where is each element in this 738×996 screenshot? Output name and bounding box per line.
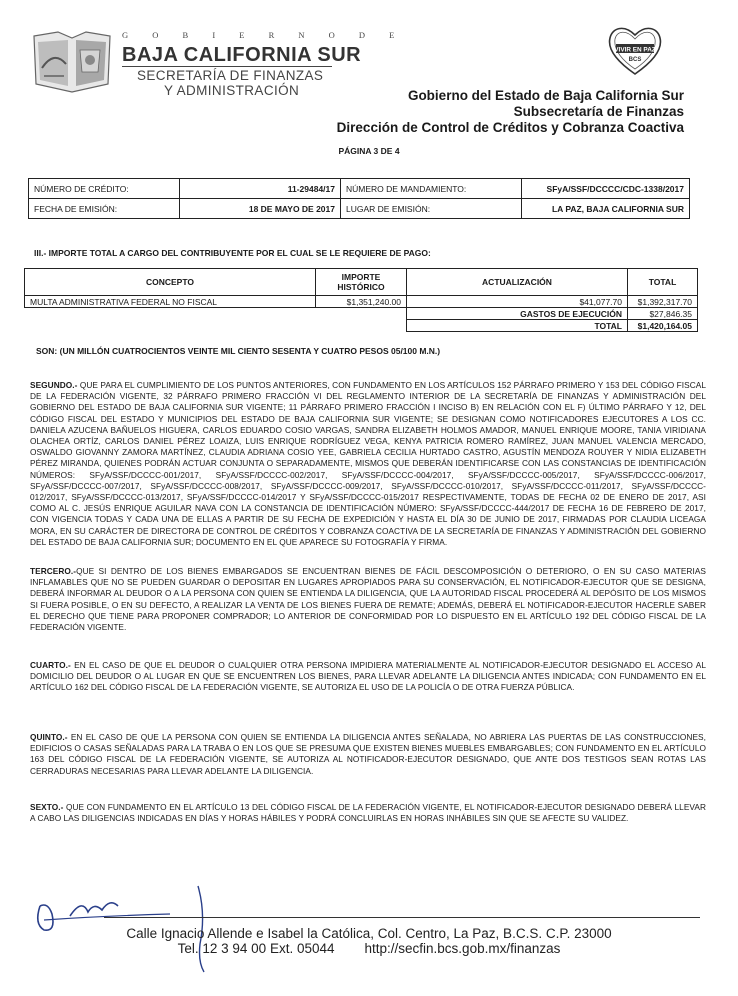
credit-number-value: 11-29484/17 xyxy=(180,179,341,199)
badge-bottom-text: BCS xyxy=(628,57,642,63)
secretaria-line-1: SECRETARÍA DE FINANZAS xyxy=(137,68,324,83)
col-header-actualizacion: ACTUALIZACIÓN xyxy=(407,269,628,296)
section-title: III.- IMPORTE TOTAL A CARGO DEL CONTRIBUYENTE POR EL CUAL SE LE REQUIERE DE PAGO: xyxy=(34,248,431,258)
paragraph-cuarto xyxy=(30,660,706,694)
paragraph-tercero xyxy=(30,566,706,633)
badge-top-text: VIVIR EN PAZ xyxy=(614,46,656,54)
segundo-label: SEGUNDO.- xyxy=(30,380,78,390)
issue-date-label: FECHA DE EMISIÓN: xyxy=(29,199,180,219)
tercero-text: QUE SI DENTRO DE LOS BIENES EMBARGADOS SE ENCUENTRAN BIENES DE FÁCIL DESCOMPOSICIÓN O DETERIORO, O EN SU CASO MATERIAS INFLAMABLES QUE NO SE PUEDEN GUARDAR O DEPOSITAR EN LUGARES APROPIADOS PARA SU CONSERVACIÓN, EL NOTIFICADOR-EJECUTOR QUE SE DESIGNA, DEBERÁ INFORMAR AL DEUDOR O A LA PERSONA CON QUIEN SE ENTIENDA LA DILIGENCIA, QUE LA AUTORIDAD FISCAL PROCEDERÁ AL DEPÓSITO DE LOS MISMOS SI FUERA POSIBLE, O EN SU DEFECTO, A REALIZAR LA VENTA DE LOS BIENES FUERA DE REMATE; ADEMÁS, DEBERÁ EL NOTIFICADOR-EJECUTOR HACERLE SABER EL DERECHO QUE TIENE PARA PROPONER COMPRADOR; LO ANTERIOR DE CONFORMIDAD POR LO DISPUESTO EN EL ARTÍCULO 192 DEL CÓDIGO FISCAL DE LA FEDERACIÓN VIGENTE. xyxy=(30,566,706,633)
col-header-total: TOTAL xyxy=(628,269,698,296)
sexto-label: SEXTO.- xyxy=(30,802,64,812)
mandate-number-value: SFyA/SSF/DCCCC/CDC-1338/2017 xyxy=(522,179,690,199)
amounts-table xyxy=(24,268,698,332)
issue-place-label: LUGAR DE EMISIÓN: xyxy=(341,199,522,219)
credit-number-label: NÚMERO DE CRÉDITO: xyxy=(29,179,180,199)
sexto-text: QUE CON FUNDAMENTO EN EL ARTÍCULO 13 DEL CÓDIGO FISCAL DE LA FEDERACIÓN VIGENTE, EL NOTIFICADOR-EJECUTOR DESIGNADO DEBERÁ LLEVAR A CABO LAS DILIGENCIAS INDICADAS EN DÍAS Y HORAS HÁBILES Y PODRÁ CONCLUIRLAS EN HORAS INHÁBILES SIN QUE SE AFECTE SU VALIDEZ. xyxy=(30,802,706,824)
paragraph-segundo xyxy=(30,380,706,548)
gobierno-de-label: G O B I E R N O D E xyxy=(122,30,406,40)
amount-in-words: SON: (UN MILLÓN CUATROCIENTOS VEINTE MIL CIENTO SESENTA Y CUATRO PESOS 05/100 M.N.) xyxy=(36,346,441,356)
paragraph-sexto xyxy=(30,802,706,824)
gov-line-2: Subsecretaría de Finanzas xyxy=(513,104,684,119)
header-divider xyxy=(122,66,332,67)
gov-line-3: Dirección de Control de Créditos y Cobranza Coactiva xyxy=(336,120,684,135)
quinto-label: QUINTO.- xyxy=(30,732,68,742)
credit-info-table xyxy=(28,178,690,219)
issue-place-value: LA PAZ, BAJA CALIFORNIA SUR xyxy=(522,199,690,219)
row-actualizacion: $41,077.70 xyxy=(407,296,628,308)
col-header-concepto: CONCEPTO xyxy=(25,269,316,296)
paragraph-quinto xyxy=(30,732,706,777)
footer-contact xyxy=(0,941,738,956)
page-indicator: PÁGINA 3 DE 4 xyxy=(338,146,400,156)
cuarto-label: CUARTO.- xyxy=(30,660,71,670)
total-value: $1,420,164.05 xyxy=(628,320,698,332)
state-name: BAJA CALIFORNIA SUR xyxy=(122,44,362,66)
footer-phone: Tel. 12 3 94 00 Ext. 05044 xyxy=(177,941,335,956)
state-coat-of-arms-logo xyxy=(28,28,116,94)
cuarto-text: EN EL CASO DE QUE EL DEUDOR O CUALQUIER OTRA PERSONA IMPIDIERA MATERIALMENTE AL NOTIFICADOR-EJECUTOR DESIGNADO EL ACCESO AL DOMICILIO DEL DEUDOR O AL LUGAR EN QUE SE ENCUENTREN LOS BIENES, PARA LLEVAR ADELANTE LA DILIGENCIA ANTES INDICADA; CON FUNDAMENTO EN EL ARTÍCULO 162 DEL CÓDIGO FISCAL DE LA FEDERACIÓN VIGENTE, SE AUTORIZA EL USO DE LA POLICÍA O DE OTRA FUERZA PÚBLICA. xyxy=(30,660,706,693)
gov-line-1: Gobierno del Estado de Baja California Sur xyxy=(407,88,684,103)
government-heading xyxy=(337,88,684,136)
tercero-label: TERCERO.- xyxy=(30,566,77,576)
vivir-en-paz-logo xyxy=(606,22,664,78)
col-header-importe: IMPORTE HISTÓRICO xyxy=(316,269,407,296)
secretaria-line-2: Y ADMINISTRACIÓN xyxy=(164,83,300,98)
row-importe: $1,351,240.00 xyxy=(316,296,407,308)
footer-address: Calle Ignacio Allende e Isabel la Católica, Col. Centro, La Paz, B.C.S. C.P. 23000 xyxy=(126,926,612,941)
row-concepto: MULTA ADMINISTRATIVA FEDERAL NO FISCAL xyxy=(25,296,316,308)
total-label: TOTAL xyxy=(407,320,628,332)
gastos-value: $27,846.35 xyxy=(628,308,698,320)
footer-website[interactable]: http://secfin.bcs.gob.mx/finanzas xyxy=(364,941,561,956)
segundo-text: QUE PARA EL CUMPLIMIENTO DE LOS PUNTOS ANTERIORES, CON FUNDAMENTO EN LOS ARTÍCULOS 152 PÁRRAFO PRIMERO Y 153 DEL CÓDIGO FISCAL DE LA FEDERACIÓN VIGENTE, 32 PÁRRAFO PRIMERO FRACCIÓN VI DEL REGLAMENTO INTERIOR DE LA SECRETARÍA DE FINANZAS Y ADMINISTRACIÓN DEL GOBIERNO DEL ESTADO DE BAJA CALIFORNIA SUR VIGENTE; 11 PÁRRAFO PRIMERO FRACCIÓN I INCISO B) EN RELACIÓN CON EL F) ÚLTIMO PÁRRAFO Y 12, DEL CÓDIGO FISCAL DEL ESTADO Y MUNICIPIOS DEL ESTADO DE BAJA CALIFORNIA SUR VIGENTE; SE DESIGNAN COMO NOTIFICADORES EJECUTORES A LOS CC. DANIELA AZUCENA BAÑUELOS HIGUERA, CARLOS EDUARDO COSIO VARGAS, SANDRA ELIZABETH HOLMOS AMADOR, MANUEL ENRIQUE MOORE, TANIA VIRIDIANA OLACHEA ORTÍZ, CARLOS DANIEL PÉREZ LOAIZA, LUIS ENRIQUE RODRÍGUEZ VEGA, KENYA PATRICIA ROMERO RAMÍREZ, JUAN MANUEL VALENCIA MERCADO, OSWALDO GIOVANNY ZAMORA MARTÍNEZ, CLAUDIA ADRIANA COSIO YEE, GABRIELA CECILIA HURTADO CASTRO, AGUSTÍN MENDOZA ROUYER Y NIDIA ELIZABETH PÉREZ MIRANDA, QUIENES PODRÁN ACTUAR CONJUNTA O SEPARADAMENTE, MISMOS QUE DEBERÁN IDENTIFICARSE CON LAS CONSTANCIAS DE IDENTIFICACIÓN NÚMEROS: SFyA/SSF/DCCCC-001/2017, SFyA/SSF/DCCCC-002/2017, SFyA/SSF/DCCCC-004/2017, SFyA/SSF/DCCCC-005/2017, SFyA/SSF/DCCCC-006/2017, SFyA/SSF/DCCCC-007/2017, SFyA/SSF/DCCCC-008/2017, SFyA/SSF/DCCCC-009/2017, SFyA/SSF/DCCCC-010/2017, SFyA/SSF/DCCCC-011/2017, SFyA/SSF/DCCCC-012/2017, SFyA/SSF/DCCCC-013/2017, SFyA/SSF/DCCCC-014/2017 Y SFyA/SSF/DCCCC-015/2017 RESPECTIVAMENTE, TODAS DE FECHA 02 DE ENERO DE 2017, ASI COMO AL C. JESÚS ENRIQUE AGUILAR NAVA CON LA CONSTANCIA DE IDENTIFICACIÓN NÚMERO: SFyA/SSF/DCCCC-444/2017 DE FECHA 16 DE FEBRERO DE 2017, CON VIGENCIA TODAS Y CADA UNA DE ELLAS A PARTIR DE SU FECHA DE EXPEDICIÓN Y HASTA EL DÍA 30 DE JUNIO DE 2017, FIRMADAS POR CLAUDIA LICEAGA MORA, EN SU CARÁCTER DE DIRECTORA DE CONTROL DE CRÉDITOS Y COBRANZA COACTIVA DE LA SECRETARÍA DE FINANZAS Y ADMINISTRACIÓN DEL GOBIERNO DEL ESTADO DE BAJA CALIFORNIA SUR; DOCUMENTO EN EL QUE APARECE SU FOTOGRAFÍA Y FIRMA. xyxy=(30,380,706,547)
quinto-text: EN EL CASO DE QUE LA PERSONA CON QUIEN SE ENTIENDA LA DILIGENCIA ANTES SEÑALADA, NO ABRIERA LAS PUERTAS DE LAS CONSTRUCCIONES, EDIFICIOS O CASAS SEÑALADAS PARA LA TRABA O EN LOS QUE SE PRESUMA QUE EXISTEN BIENES MUEBLES EMBARGABLES; CON FUNDAMENTO EN EL ARTÍCULO 163 DEL CÓDIGO FISCAL DE LA FEDERACIÓN VIGENTE, SE AUTORIZA AL NOTIFICADOR-EJECUTOR DESIGNADO, QUE ANTE DOS TESTIGOS SEAN ROTAS LAS CERRADURAS NECESARIAS PARA LLEVAR ADELANTE LA DILIGENCIA. xyxy=(30,732,706,776)
issue-date-value: 18 DE MAYO DE 2017 xyxy=(180,199,341,219)
row-total: $1,392,317.70 xyxy=(628,296,698,308)
footer-divider xyxy=(104,917,700,918)
mandate-number-label: NÚMERO DE MANDAMIENTO: xyxy=(341,179,522,199)
gastos-label: GASTOS DE EJECUCIÓN xyxy=(407,308,628,320)
